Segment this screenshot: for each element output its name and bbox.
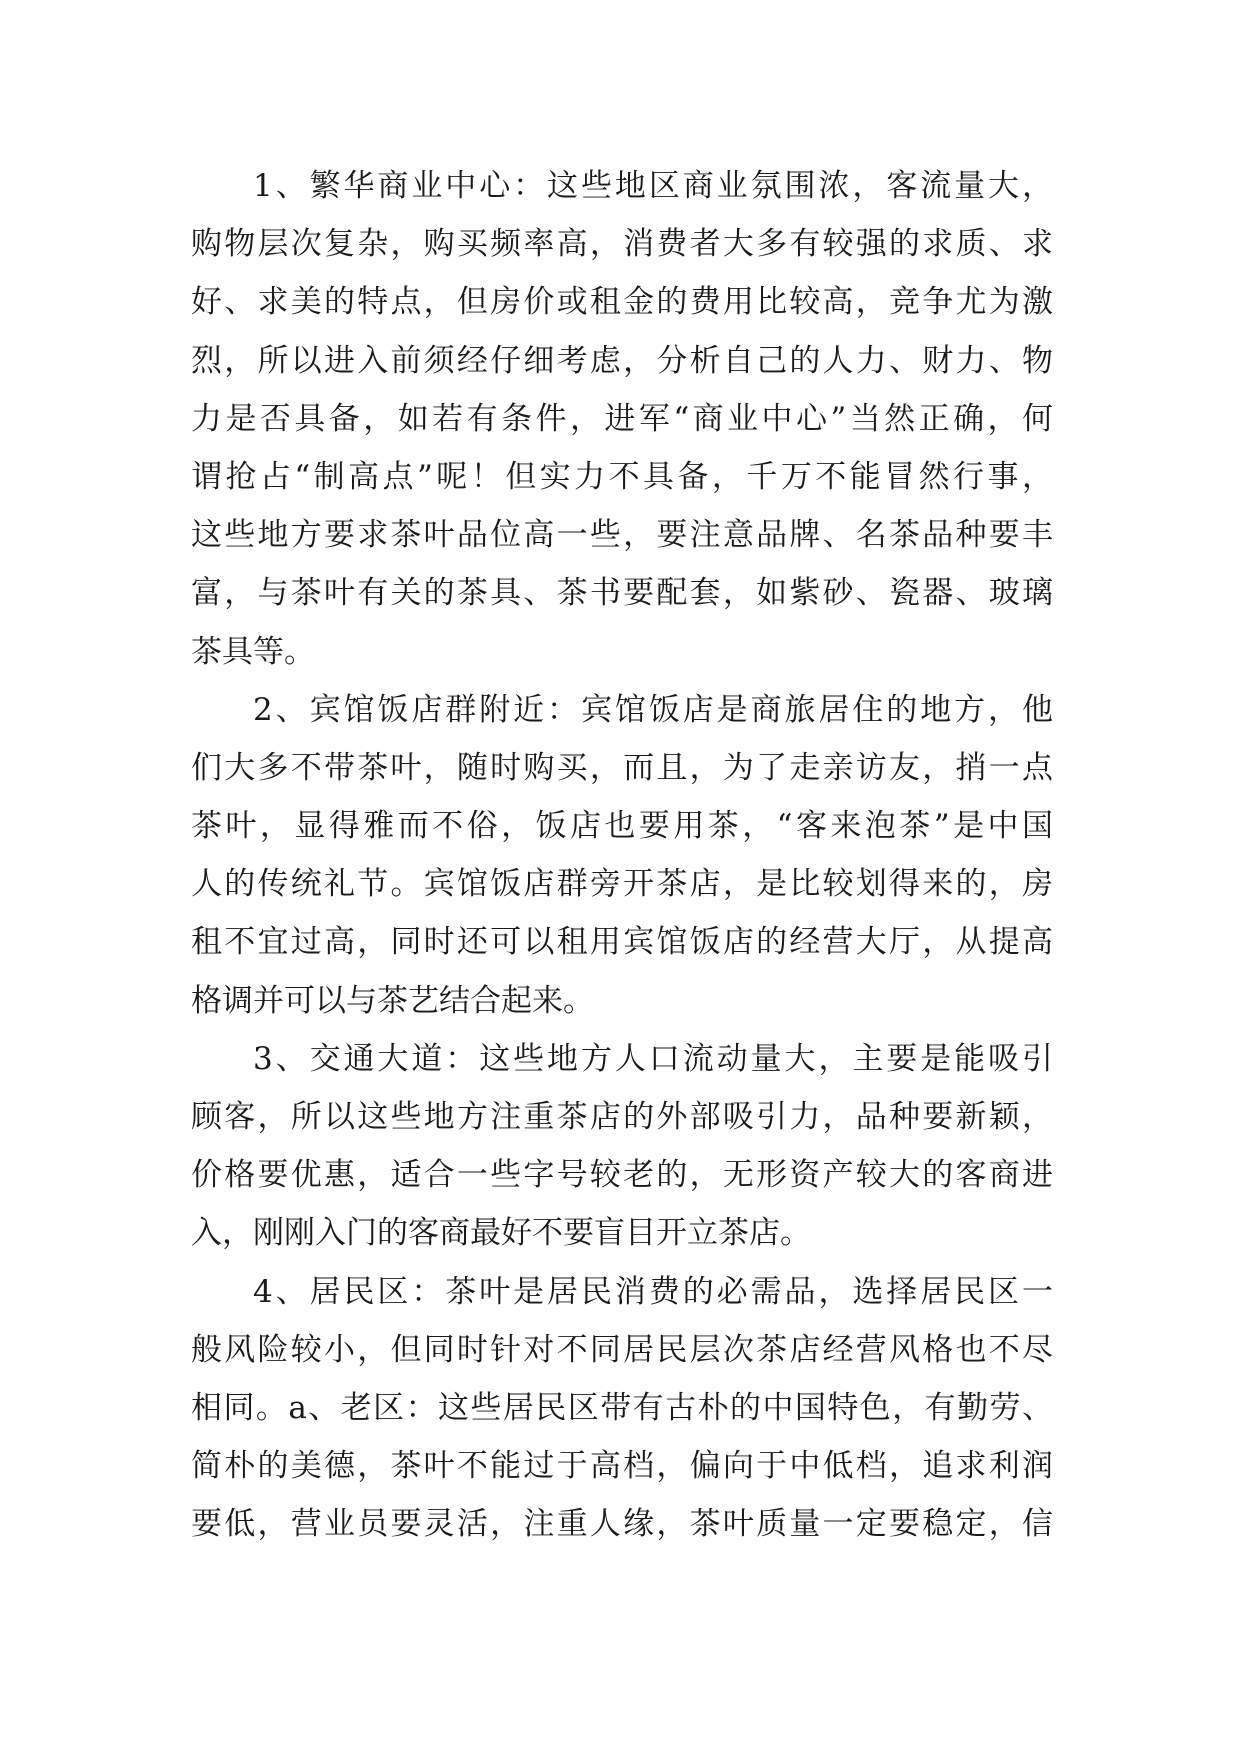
paragraph-4-line-3: 相同。a、老区：这些居民区带有古朴的中国特色，有勤劳、 bbox=[191, 1389, 1053, 1426]
paragraph-1-line-9: 茶具等。 bbox=[191, 633, 315, 670]
document-body bbox=[191, 157, 1053, 1554]
paragraph-3-line-2: 顾客，所以这些地方注重茶店的外部吸引力，品种要新颖， bbox=[191, 1099, 1053, 1135]
paragraph-4-line-1: 4、居民区：茶叶是居民消费的必需品，选择居民区一 bbox=[253, 1273, 1053, 1310]
paragraph-3-line-1: 3、交通大道：这些地方人口流动量大，主要是能吸引 bbox=[253, 1040, 1053, 1077]
paragraph-4-line-5: 要低，营业员要灵活，注重人缘，茶叶质量一定要稳定，信 bbox=[191, 1506, 1053, 1543]
paragraph-1-line-6: 谓抢占“制高点”呢！但实力不具备，千万不能冒然行事， bbox=[191, 458, 1053, 495]
paragraph-1-line-1: 1、繁华商业中心：这些地区商业氛围浓，客流量大， bbox=[253, 168, 1053, 204]
paragraph-4-line-2: 般风险较小，但同时针对不同居民层次茶店经营风格也不尽 bbox=[191, 1331, 1053, 1368]
paragraph-3-line-3: 价格要优惠，适合一些字号较老的，无形资产较大的客商进 bbox=[191, 1157, 1053, 1194]
paragraph-2-line-6: 格调并可以与茶艺结合起来。 bbox=[191, 982, 594, 1019]
paragraph-1-line-8: 富，与茶叶有关的茶具、茶书要配套，如紫砂、瓷器、玻璃 bbox=[191, 575, 1053, 612]
paragraph-1-line-7: 这些地方要求茶叶品位高一些，要注意品牌、名茶品种要丰 bbox=[191, 517, 1053, 554]
paragraph-1-line-5: 力是否具备，如若有条件，进军“商业中心”当然正确，何 bbox=[191, 400, 1053, 437]
paragraph-2-line-2: 们大多不带茶叶，随时购买，而且，为了走亲访友，捎一点 bbox=[191, 749, 1053, 786]
paragraph-1-line-3: 好、求美的特点，但房价或租金的费用比较高，竞争尤为激 bbox=[191, 284, 1053, 321]
paragraph-2-line-3: 茶叶，显得雅而不俗，饭店也要用茶，“客来泡茶”是中国 bbox=[191, 808, 1053, 845]
paragraph-2-line-4: 人的传统礼节。宾馆饭店群旁开茶店，是比较划得来的，房 bbox=[191, 866, 1053, 903]
paragraph-1-line-2: 购物层次复杂，购买频率高，消费者大多有较强的求质、求 bbox=[191, 226, 1053, 263]
paragraph-3-line-4: 入，刚刚入门的客商最好不要盲目开立茶店。 bbox=[191, 1215, 811, 1252]
paragraph-2-line-5: 租不宜过高，同时还可以租用宾馆饭店的经营大厅，从提高 bbox=[191, 924, 1053, 961]
paragraph-1-line-4: 烈，所以进入前须经仔细考虑，分析自己的人力、财力、物 bbox=[191, 342, 1053, 379]
paragraph-2-line-1: 2、宾馆饭店群附近：宾馆饭店是商旅居住的地方，他 bbox=[253, 691, 1053, 728]
paragraph-4-line-4: 简朴的美德，茶叶不能过于高档，偏向于中低档，追求利润 bbox=[191, 1448, 1053, 1485]
